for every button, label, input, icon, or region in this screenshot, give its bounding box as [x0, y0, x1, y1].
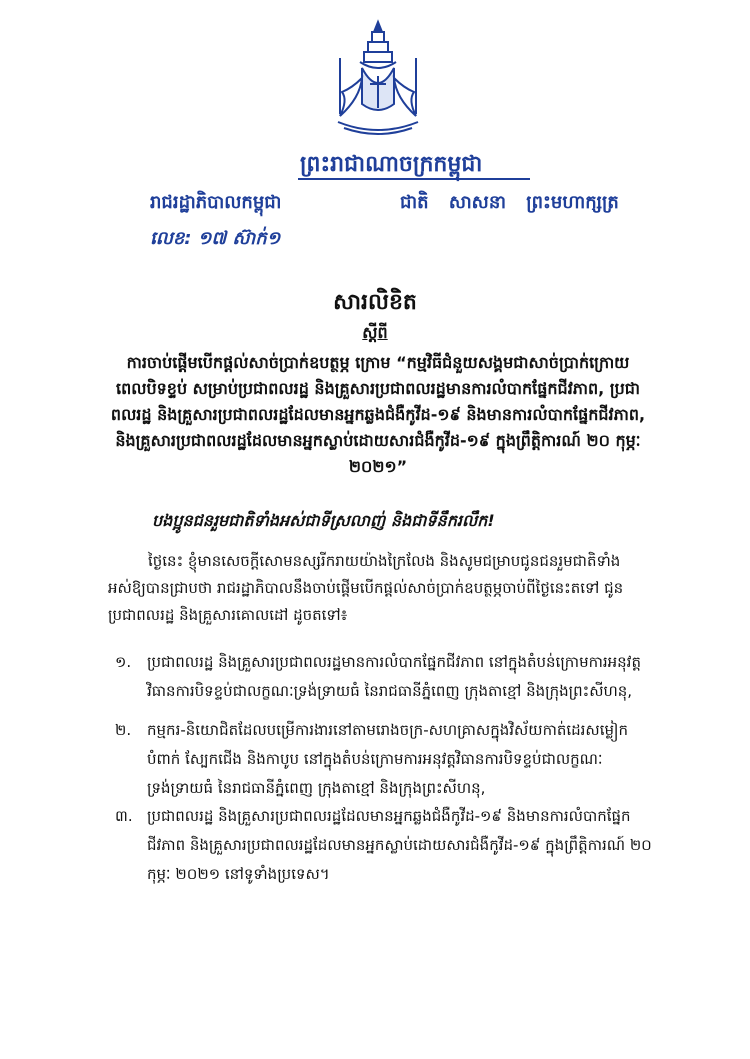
list-item-text: ប្រជាពលរដ្ឋ និងគ្រួសារប្រជាពលរដ្ឋដែលមានអ្នកឆ្លងជំងឺកូវីដ-១៩ និងមានការលំបាកផ្នែកជីវភាព និងគ្រួសារប្រជាពលរដ្ឋដែលមានអ្នកស្លាប់ដោយសារជំងឺកូវីដ-១៩ ក្នុងព្រឹត្តិការណ៍ ២០ កុម្ភៈ ២០២១ នៅទូទាំងប្រទេស។ — [147, 807, 652, 883]
list-item-number: ៣. — [115, 807, 133, 825]
kingdom-title-underline — [298, 178, 530, 180]
salutation: បងប្អូនជនរួមជាតិទាំងអស់ជាទីស្រលាញ់ និងជាទីនឹករលឹក! — [152, 511, 495, 530]
royal-arms-emblem-icon — [330, 18, 426, 138]
document-heading: ការចាប់ផ្តើមបើកផ្តល់សាច់ប្រាក់ឧបត្ថម្ភ ក្រោម “កម្មវិធីជំនួយសង្គមជាសាច់ប្រាក់ក្រោយពេលបិទខ្ទប់ សម្រាប់ប្រជាពលរដ្ឋ និងគ្រួសារប្រជាពលរដ្ឋមានការលំបាកផ្នែកជីវភាព, ប្រជាពលរដ្ឋ និងគ្រួសារប្រជាពលរដ្ឋដែលមានអ្នកឆ្លងជំងឺកូវីដ-១៩ និងមានការលំបាកផ្នែកជីវភាព, និងគ្រួសារប្រជាពលរដ្ឋដែលមានអ្នកស្លាប់ដោយសារជំងឺកូវីដ-១៩ ក្នុងព្រឹត្តិការណ៍ ២០ កុម្ភៈ ២០២១” — [110, 353, 646, 476]
national-motto: ជាតិ សាសនា ព្រះមហាក្សត្រ — [400, 192, 619, 213]
reference-number: លេខ: ១៧ ស៊ាក់១ — [150, 228, 281, 249]
list-item-number: ២. — [115, 721, 132, 739]
document-title: សារលិខិត — [333, 290, 417, 315]
list-item-text: ប្រជាពលរដ្ឋ និងគ្រួសារប្រជាពលរដ្ឋមានការលំបាកផ្នែកជីវភាព នៅក្នុងតំបន់ក្រោមការអនុវត្តវិធានការបិទខ្ទប់ជាលក្ខណៈទ្រង់ទ្រាយធំ នៃរាជធានីភ្នំពេញ ក្រុងតាខ្មៅ និងក្រុងព្រះសីហនុ, — [147, 653, 641, 700]
list-item-number: ១. — [115, 653, 132, 671]
government-name: រាជរដ្ឋាភិបាលកម្ពុជា — [150, 192, 282, 213]
list-item-text: កម្មករ-និយោជិតដែលបម្រើការងារនៅតាមរោងចក្រ-សហគ្រាសក្នុងវិស័យកាត់ដេរសម្លៀកបំពាក់ ស្បែកជើង និងកាបូប នៅក្នុងតំបន់ក្រោមការអនុវត្តវិធានការបិទខ្ទប់ជាលក្ខណៈទ្រង់ទ្រាយធំ នៃរាជធានីភ្នំពេញ ក្រុងតាខ្មៅ និងក្រុងព្រះសីហនុ, — [147, 721, 628, 797]
intro-paragraph: ថ្ងៃនេះ ខ្ញុំមានសេចក្តីសោមនស្សរីករាយយ៉ាងក្រៃលែង និងសូមជម្រាបជូនជនរួមជាតិទាំងអស់ឱ្យបានជ្រាបថា រាជរដ្ឋាភិបាលនឹងចាប់ផ្តើមបើកផ្តល់សាច់ប្រាក់ឧបត្ថម្ភចាប់ពីថ្ងៃនេះតទៅ ជូនប្រជាពលរដ្ឋ និងគ្រួសារគោលដៅ ដូចតទៅ៖ — [108, 552, 624, 624]
document-subtitle: ស្តីពី — [362, 323, 388, 342]
kingdom-title: ព្រះរាជាណាចក្រកម្ពុជា — [300, 152, 483, 177]
